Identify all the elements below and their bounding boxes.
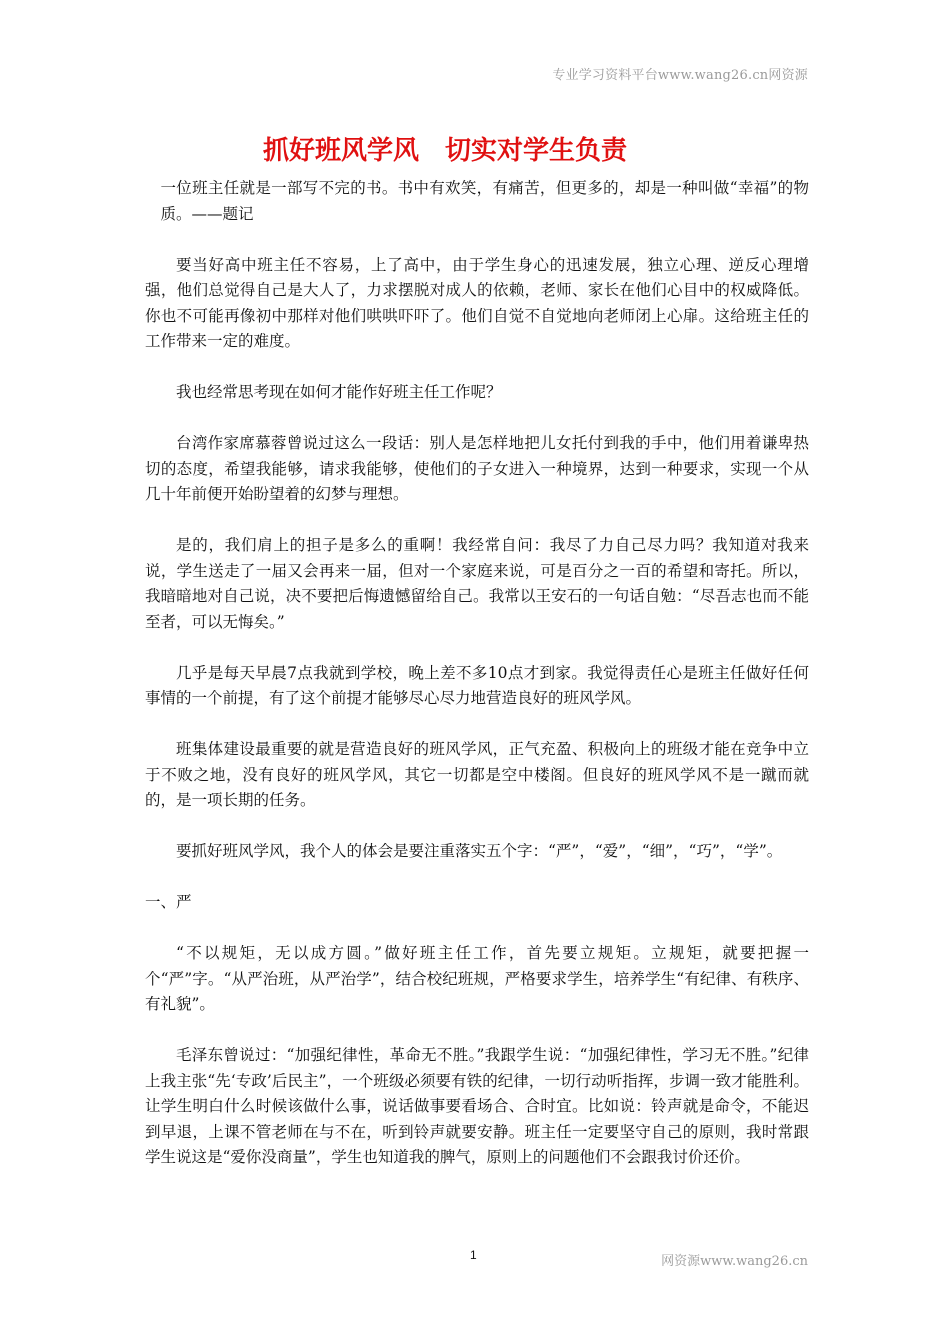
header-watermark: 专业学习资料平台www.wang26.cn网资源 [552, 68, 808, 83]
epigraph-paragraph: 一位班主任就是一部写不完的书。书中有欢笑，有痛苦，但更多的，却是一种叫做“幸福”的物质。——题记 [160, 179, 809, 223]
section-heading: 一、严 [145, 893, 192, 911]
document-body [145, 176, 809, 1196]
body-paragraph: 要当好高中班主任不容易，上了高中，由于学生身心的迅速发展，独立心理、逆反心理增强，他们总觉得自己是大人了，力求摆脱对成人的依赖，老师、家长在他们心目中的权威降低。你也不可能再像初中那样对他们哄哄吓吓了。他们自觉不自觉地向老师闭上心扉。这给班主任的工作带来一定的难度。 [145, 255, 809, 350]
footer-watermark: 网资源www.wang26.cn [661, 1254, 808, 1269]
body-paragraph: 台湾作家席慕蓉曾说过这么一段话：别人是怎样地把儿女托付到我的手中，他们用着谦卑热切的态度，希望我能够，请求我能够，使他们的子女进入一种境界，达到一种要求，实现一个从几十年前便开始盼望着的幻梦与理想。 [145, 434, 809, 503]
body-paragraph: 毛泽东曾说过：“加强纪律性，革命无不胜。”我跟学生说：“加强纪律性，学习无不胜。”纪律上我主张“先‘专政’后民主”，一个班级必须要有铁的纪律，一切行动听指挥，步调一致才能胜利。让学生明白什么时候该做什么事，说话做事要看场合、合时宜。比如说：铃声就是命令，不能迟到早退，上课不管老师在与不在，听到铃声就要安静。班主任一定要坚守自己的原则，我时常跟学生说这是“爱你没商量”，学生也知道我的脾气，原则上的问题他们不会跟我讨价还价。 [145, 1046, 809, 1166]
body-paragraph: “不以规矩，无以成方圆。”做好班主任工作，首先要立规矩。立规矩，就要把握一个“严”字。“从严治班，从严治学”，结合校纪班规，严格要求学生，培养学生“有纪律、有秩序、有礼貌”。 [145, 944, 809, 1013]
body-paragraph: 要抓好班风学风，我个人的体会是要注重落实五个字：“严”，“爱”，“细”，“巧”，“学”。 [176, 842, 783, 860]
body-paragraph: 班集体建设最重要的就是营造良好的班风学风，正气充盈、积极向上的班级才能在竞争中立于不败之地，没有良好的班风学风，其它一切都是空中楼阁。但良好的班风学风不是一蹴而就的，是一项长期的任务。 [145, 740, 809, 809]
body-paragraph: 是的，我们肩上的担子是多么的重啊！我经常自问：我尽了力自己尽力吗？我知道对我来说，学生送走了一届又会再来一届，但对一个家庭来说，可是百分之一百的希望和寄托。所以，我暗暗地对自己说，决不要把后悔遗憾留给自己。我常以王安石的一句话自勉：“尽吾志也而不能至者，可以无悔矣。” [145, 536, 809, 631]
page-number: 1 [470, 1248, 477, 1262]
body-paragraph: 几乎是每天早晨7点我就到学校，晚上差不多10点才到家。我觉得责任心是班主任做好任何事情的一个前提，有了这个前提才能够尽心尽力地营造良好的班风学风。 [145, 663, 809, 707]
body-paragraph: 我也经常思考现在如何才能作好班主任工作呢？ [176, 383, 502, 401]
document-title: 抓好班风学风 切实对学生负责 [262, 136, 627, 166]
